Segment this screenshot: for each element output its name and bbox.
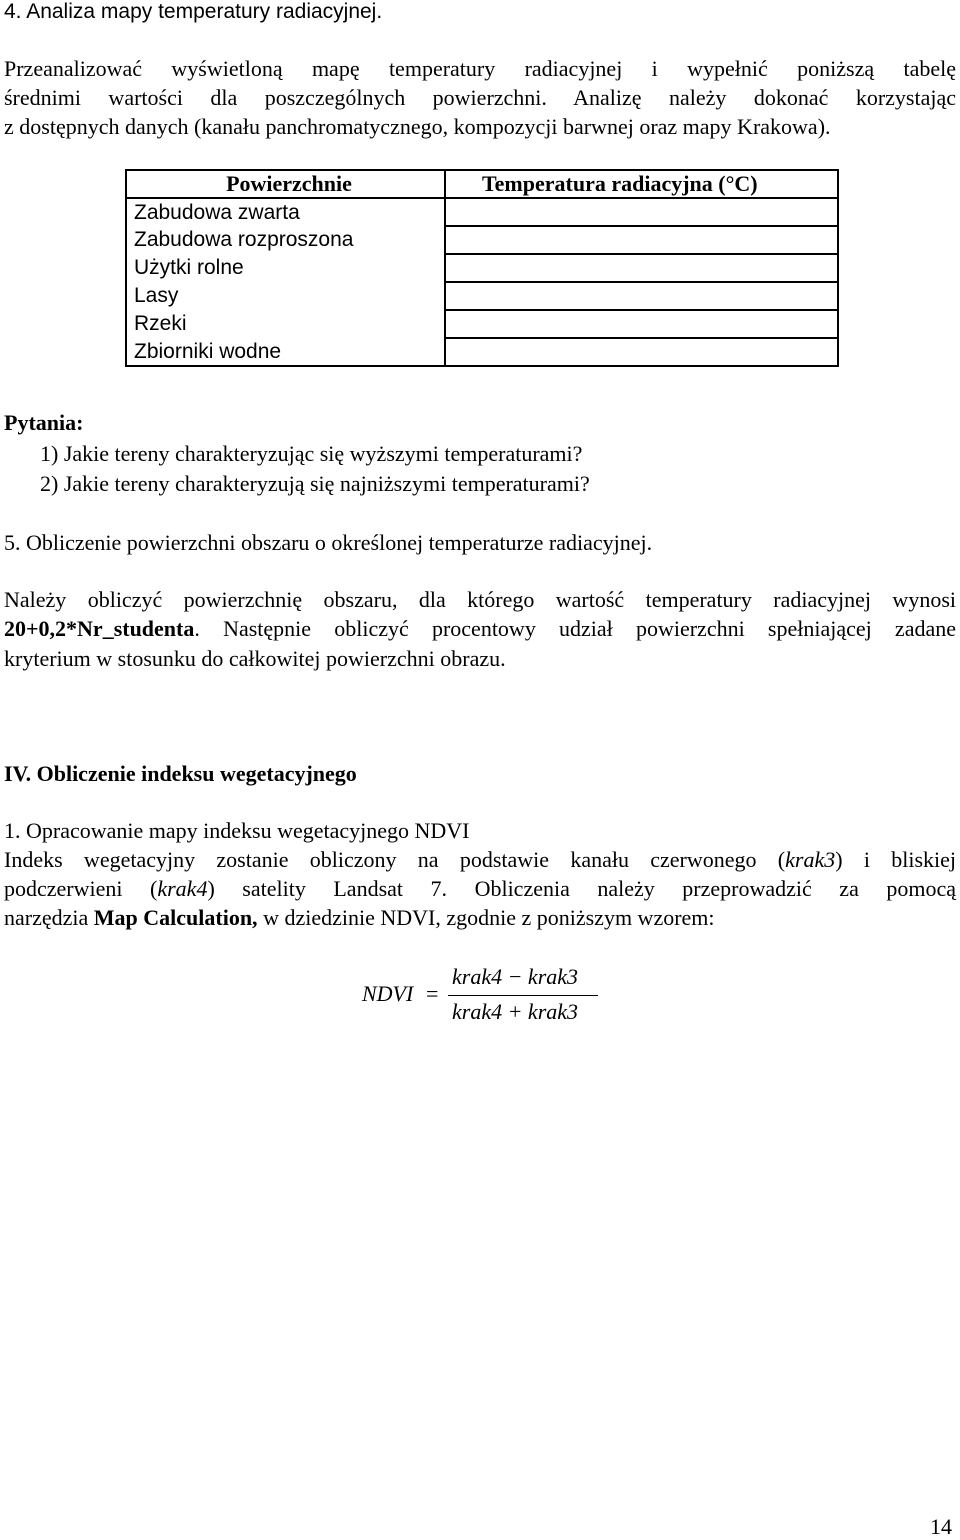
table-cell-temperature-input[interactable]	[445, 338, 838, 366]
question-2: 2) Jakie tereny charakteryzują się najniższymi temperaturami?	[40, 471, 590, 496]
p3-part-b: w dziedzinie NDVI, zgodnie z poniższym wzorem:	[257, 905, 715, 930]
section-5-title: 5. Obliczenie powierzchni obszaru o określonej temperaturze radiacyjnej.	[4, 530, 653, 555]
map-calculation-label: Map Calculation,	[93, 905, 258, 930]
table-cell-temperature-input[interactable]	[445, 226, 838, 254]
section-IV-paragraph-line-2	[4, 876, 956, 902]
formula-denominator: krak4 + krak3	[452, 999, 579, 1024]
table-cell-surface: Zabudowa zwarta	[126, 198, 445, 226]
table-header-temperature: Temperatura radiacyjna (°C)	[445, 170, 838, 198]
table-header-surfaces: Powierzchnie	[126, 170, 445, 198]
section-IV-paragraph-line-1	[4, 847, 956, 873]
table-row	[126, 198, 838, 226]
section-IV-title: IV. Obliczenie indeksu wegetacyjnego	[4, 761, 357, 786]
p1-part-a: Indeks wegetacyjny zostanie obliczony na podstawie kanału czerwonego (	[4, 847, 786, 872]
p3-part-a: narzędzia	[4, 905, 94, 930]
formula-lhs: NDVI	[362, 981, 414, 1006]
section-5-line-3: kryterium w stosunku do całkowitej powierzchni obrazu.	[4, 646, 506, 671]
table-cell-surface: Zbiorniki wodne	[126, 338, 445, 366]
table-cell-surface: Rzeki	[126, 310, 445, 338]
table-header-row	[126, 170, 838, 198]
section-4-paragraph-line-1: Przeanalizować wyświetloną mapę temperatury radiacyjnej i wypełnić poniższą tabelę	[4, 56, 956, 81]
section-5-line-2	[4, 616, 956, 642]
table-cell-temperature-input[interactable]	[445, 310, 838, 338]
formula-numerator: krak4 − krak3	[452, 964, 579, 989]
table-cell-surface: Użytki rolne	[126, 254, 445, 282]
p2-part-b: ) satelity Landsat 7. Obliczenia należy przeprowadzić za pomocą	[207, 876, 957, 901]
table-row	[126, 310, 838, 338]
table-cell-temperature-input[interactable]	[445, 254, 838, 282]
section-5-line-1: Należy obliczyć powierzchnię obszaru, dla którego wartość temperatury radiacyjnej wynosi	[4, 587, 956, 612]
p1-part-b: ) i bliskiej	[835, 847, 956, 872]
table-row	[126, 254, 838, 282]
krak4-ref: krak4	[157, 876, 208, 901]
section-5-line-2-rest: . Następnie obliczyć procentowy udział powierzchni spełniającej zadane	[194, 616, 956, 641]
section-4-title: 4. Analiza mapy temperatury radiacyjnej.	[4, 0, 383, 23]
question-1: 1) Jakie tereny charakteryzując się wyższymi temperaturami?	[40, 441, 583, 466]
p2-part-a: podczerwieni (	[4, 876, 158, 901]
section-IV-paragraph-line-3	[4, 905, 715, 931]
table-row	[126, 338, 838, 366]
section-4-paragraph-line-3: z dostępnych danych (kanału panchromatycznego, kompozycji barwnej oraz mapy Krakowa).	[4, 114, 831, 139]
table-cell-surface: Lasy	[126, 282, 445, 310]
temperature-table	[125, 169, 839, 367]
page-number: 14	[930, 1514, 952, 1539]
formula-equals: =	[426, 981, 439, 1006]
questions-label: Pytania:	[4, 410, 84, 435]
table-cell-surface: Zabudowa rozproszona	[126, 226, 445, 254]
table-cell-temperature-input[interactable]	[445, 198, 838, 226]
formula-text-bold: 20+0,2*Nr_studenta	[4, 616, 195, 641]
table-row	[126, 282, 838, 310]
table-cell-temperature-input[interactable]	[445, 282, 838, 310]
section-4-paragraph-line-2: średnimi wartości dla poszczególnych powierzchni. Analizę należy dokonać korzystając	[4, 85, 956, 110]
fraction-bar	[448, 995, 598, 996]
section-IV-subtitle: 1. Opracowanie mapy indeksu wegetacyjnego NDVI	[4, 818, 470, 843]
krak3-ref: krak3	[785, 847, 836, 872]
table-row	[126, 226, 838, 254]
